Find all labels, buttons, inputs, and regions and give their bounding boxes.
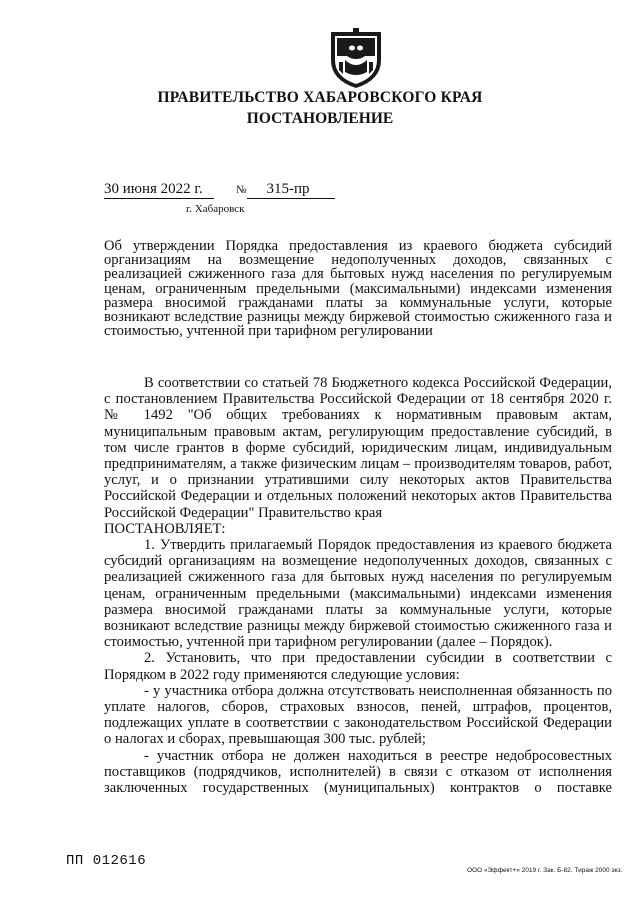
condition-bullet-1: - у участника отбора должна отсутствовать неисполненная обязанность по уплате налогов, сборов, страховых взносов, пеней, штрафов, процентов, подлежащих уплате в соответствии с законодательством Российской Федерации о налогах и сборах, превышающая 300 тыс. рублей; [104,682,612,748]
document-subject: Об утверждении Порядка предоставления из краевого бюджета субсидий организациям на возмещение недополученных доходов, связанных с реализацией сжиженного газа для бытовых нужд населения по регулируемым ценам, ограниченным предельными (максимальными) индексами изменения размера вносимой гражданами платы за коммунальные услуги, которые возникают вследствие разницы между биржевой стоимостью сжиженного газа и стоимостью, учтенной при тарифном регулировании [104,238,612,340]
form-serial-number: ПП 012616 [66,853,147,869]
number-label: № [236,184,247,196]
item-1-paragraph: 1. Утвердить прилагаемый Порядок предоставления из краевого бюджета субсидий организациям на возмещение недополученных доходов, связанных с реализацией сжиженного газа для бытовых нужд населения по регулируемым ценам, ограниченным предельными (максимальными) индексами изменения размера вносимой гражданами платы за коммунальные услуги, которые возникают вследствие разницы между биржевой стоимостью сжиженного газа и стоимостью, учтенной при тарифном регулировании (далее – Порядок). [104,537,612,651]
date-line [104,181,335,199]
item-2-paragraph: 2. Установить, что при предоставлении субсидии в соответствии с Порядком в 2022 году применяются следующие условия: [104,650,612,683]
condition-bullet-2: - участник отбора не должен находиться в реестре недобросовестных поставщиков (подрядчиков, исполнителей) в связи с отказом от исполнения заключенных государственных (муниципальных) контрактов о поставке [104,747,612,797]
decree-heading: ПОСТАНОВЛЯЕТ: [104,520,226,537]
document-type: ПОСТАНОВЛЕНИЕ [246,110,394,127]
coat-of-arms-emblem [327,26,385,90]
document-date: 30 июня 2022 г. [104,181,214,199]
printer-imprint: ООО «Эффект+» 2019 г. Зак. Б-82. Тираж 2000 экз. [467,867,623,874]
document-city: г. Хабаровск [186,203,245,215]
document-body [104,375,612,796]
government-title: ПРАВИТЕЛЬСТВО ХАБАРОВСКОГО КРАЯ [157,89,483,106]
document-number: 315-пр [247,181,335,199]
preamble-paragraph: В соответствии со статьей 78 Бюджетного кодекса Российской Федерации, с постановлением Правительства Российской Федерации от 18 сентября 2020 г. № 1492 "Об общих требованиях к нормативным правовым актам, муниципальным правовым актам, регулирующим предоставление субсидий, в том числе грантов в форме субсидий, юридическим лицам, индивидуальным предпринимателям, а также физическим лицам – производителям товаров, работ, услуг, и о признании утратившими силу некоторых актов Правительства Российской Федерации и отдельных положений некоторых актов Правительства Российской Федерации" Правительство края [104,375,612,521]
